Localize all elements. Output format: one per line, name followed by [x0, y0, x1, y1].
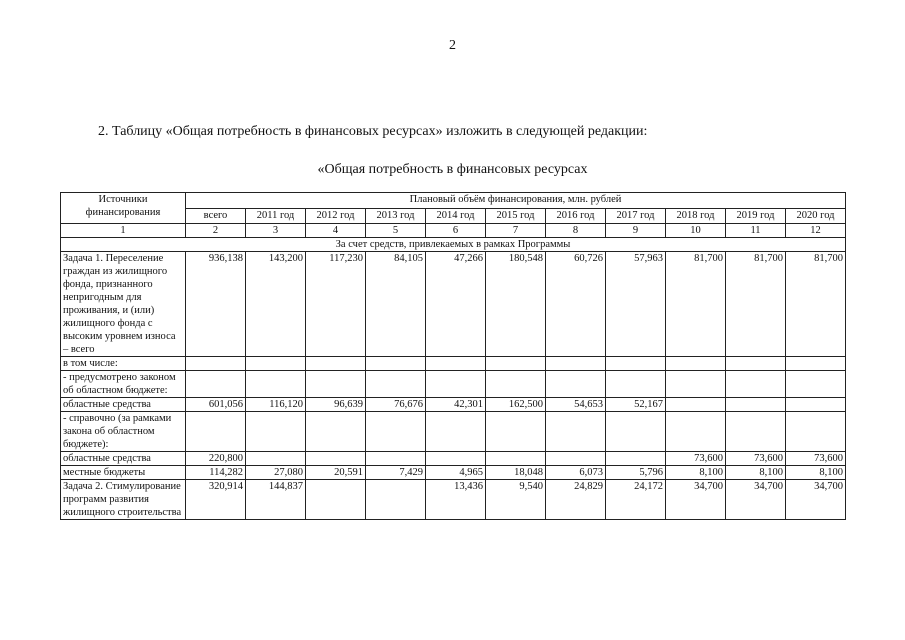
plan-header: Плановый объём финансирования, млн. рублей	[186, 193, 846, 209]
value-cell	[786, 371, 846, 398]
value-cell: 24,172	[606, 480, 666, 520]
value-cell: 47,266	[426, 252, 486, 357]
value-cell	[186, 371, 246, 398]
value-cell	[726, 371, 786, 398]
header-row-1	[61, 193, 846, 209]
value-cell	[366, 412, 426, 452]
value-cell: 220,800	[186, 452, 246, 466]
column-number: 4	[306, 224, 366, 238]
value-cell: 20,591	[306, 466, 366, 480]
row-label: местные бюджеты	[61, 466, 186, 480]
value-cell: 54,653	[546, 398, 606, 412]
value-cell	[786, 398, 846, 412]
table-row	[61, 466, 846, 480]
table-row	[61, 252, 846, 357]
value-cell	[786, 357, 846, 371]
column-number: 11	[726, 224, 786, 238]
value-cell: 8,100	[726, 466, 786, 480]
year-header: 2013 год	[366, 208, 426, 224]
value-cell: 52,167	[606, 398, 666, 412]
value-cell: 8,100	[786, 466, 846, 480]
value-cell	[246, 371, 306, 398]
row-label: областные средства	[61, 452, 186, 466]
table-row	[61, 412, 846, 452]
value-cell	[546, 371, 606, 398]
value-cell	[486, 371, 546, 398]
year-header: 2016 год	[546, 208, 606, 224]
value-cell	[666, 371, 726, 398]
value-cell	[606, 452, 666, 466]
value-cell: 7,429	[366, 466, 426, 480]
value-cell: 76,676	[366, 398, 426, 412]
value-cell	[186, 357, 246, 371]
value-cell: 34,700	[666, 480, 726, 520]
value-cell: 180,548	[486, 252, 546, 357]
value-cell	[366, 371, 426, 398]
value-cell: 5,796	[606, 466, 666, 480]
value-cell: 601,056	[186, 398, 246, 412]
value-cell	[366, 452, 426, 466]
value-cell	[546, 357, 606, 371]
value-cell	[366, 357, 426, 371]
value-cell	[186, 412, 246, 452]
value-cell	[546, 412, 606, 452]
value-cell: 73,600	[786, 452, 846, 466]
value-cell: 6,073	[546, 466, 606, 480]
column-number: 1	[61, 224, 186, 238]
value-cell	[726, 357, 786, 371]
value-cell	[366, 480, 426, 520]
value-cell: 84,105	[366, 252, 426, 357]
total-header: всего	[186, 208, 246, 224]
value-cell	[726, 398, 786, 412]
value-cell	[246, 412, 306, 452]
column-number: 3	[246, 224, 306, 238]
row-label: - предусмотрено законом об областном бюджете:	[61, 371, 186, 398]
column-number: 7	[486, 224, 546, 238]
value-cell	[606, 412, 666, 452]
value-cell	[306, 452, 366, 466]
section-row	[61, 238, 846, 252]
column-number: 8	[546, 224, 606, 238]
value-cell	[306, 371, 366, 398]
year-header: 2018 год	[666, 208, 726, 224]
value-cell: 143,200	[246, 252, 306, 357]
value-cell	[246, 357, 306, 371]
value-cell: 162,500	[486, 398, 546, 412]
value-cell	[306, 412, 366, 452]
value-cell	[606, 357, 666, 371]
value-cell: 9,540	[486, 480, 546, 520]
value-cell	[246, 452, 306, 466]
value-cell: 73,600	[726, 452, 786, 466]
year-header: 2019 год	[726, 208, 786, 224]
value-cell: 42,301	[426, 398, 486, 412]
value-cell: 4,965	[426, 466, 486, 480]
value-cell	[726, 412, 786, 452]
table-row	[61, 452, 846, 466]
value-cell: 24,829	[546, 480, 606, 520]
value-cell: 73,600	[666, 452, 726, 466]
value-cell	[606, 371, 666, 398]
year-header: 2012 год	[306, 208, 366, 224]
value-cell: 96,639	[306, 398, 366, 412]
column-number: 9	[606, 224, 666, 238]
value-cell	[666, 412, 726, 452]
table-row	[61, 398, 846, 412]
column-number: 12	[786, 224, 846, 238]
value-cell	[306, 480, 366, 520]
value-cell: 34,700	[726, 480, 786, 520]
value-cell: 8,100	[666, 466, 726, 480]
year-header: 2015 год	[486, 208, 546, 224]
year-header: 2014 год	[426, 208, 486, 224]
value-cell: 57,963	[606, 252, 666, 357]
value-cell	[426, 357, 486, 371]
row-label: Задача 1. Переселение граждан из жилищного фонда, признанного непригодным для проживания, и (или) жилищного фонда с высоким уровнем износа – всего	[61, 252, 186, 357]
value-cell	[426, 371, 486, 398]
value-cell	[486, 412, 546, 452]
value-cell: 320,914	[186, 480, 246, 520]
row-label: в том числе:	[61, 357, 186, 371]
value-cell: 81,700	[666, 252, 726, 357]
table-row	[61, 371, 846, 398]
year-header: 2017 год	[606, 208, 666, 224]
row-label: Задача 2. Стимулирование программ развития жилищного строительства	[61, 480, 186, 520]
value-cell	[426, 412, 486, 452]
column-number: 5	[366, 224, 426, 238]
value-cell: 81,700	[786, 252, 846, 357]
value-cell	[666, 357, 726, 371]
value-cell	[486, 357, 546, 371]
value-cell: 936,138	[186, 252, 246, 357]
column-number: 10	[666, 224, 726, 238]
value-cell: 116,120	[246, 398, 306, 412]
value-cell: 13,436	[426, 480, 486, 520]
value-cell: 114,282	[186, 466, 246, 480]
financing-table	[60, 192, 846, 520]
paragraph-text: 2. Таблицу «Общая потребность в финансовых ресурсах» изложить в следующей редакции:	[98, 124, 648, 139]
row-label: - справочно (за рамками закона об областном бюджете):	[61, 412, 186, 452]
value-cell: 81,700	[726, 252, 786, 357]
value-cell	[426, 452, 486, 466]
value-cell: 34,700	[786, 480, 846, 520]
table-row	[61, 480, 846, 520]
table-row	[61, 357, 846, 371]
value-cell: 27,080	[246, 466, 306, 480]
value-cell	[546, 452, 606, 466]
value-cell: 144,837	[246, 480, 306, 520]
column-number: 2	[186, 224, 246, 238]
value-cell	[666, 398, 726, 412]
value-cell: 117,230	[306, 252, 366, 357]
column-number: 6	[426, 224, 486, 238]
value-cell	[786, 412, 846, 452]
page-number: 2	[449, 38, 456, 53]
value-cell: 60,726	[546, 252, 606, 357]
table-title: «Общая потребность в финансовых ресурсах	[317, 162, 588, 177]
year-header: 2020 год	[786, 208, 846, 224]
source-header: Источники финансирования	[61, 193, 186, 224]
value-cell	[306, 357, 366, 371]
section-label: За счет средств, привлекаемых в рамках Программы	[61, 238, 846, 252]
column-number-row	[61, 224, 846, 238]
year-header: 2011 год	[246, 208, 306, 224]
row-label: областные средства	[61, 398, 186, 412]
value-cell	[486, 452, 546, 466]
value-cell: 18,048	[486, 466, 546, 480]
